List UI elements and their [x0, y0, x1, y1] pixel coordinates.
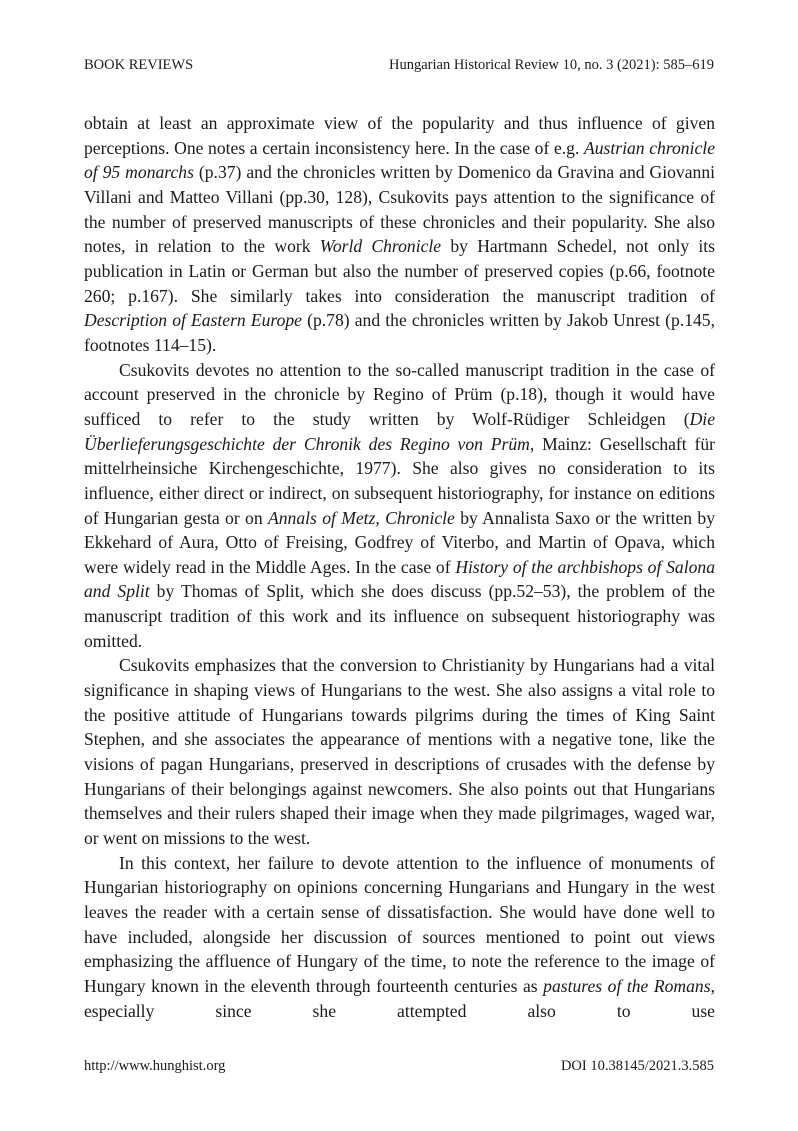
text-run: by Hartmann Schedel, not only its publication in Latin or German but also the number of preserved copies (p.66, footnote 260; p.167). She similarly takes into consideration the manuscript tradition of — [84, 236, 716, 306]
section-label: BOOK REVIEWS — [84, 57, 194, 73]
text-run: by Annalista Saxo or the written by Ekkehard of Aura, Otto of Freising, Godfrey of Viterbo, and Martin of Opava, which were widely read in the Middle Ages. In the case of — [84, 507, 715, 577]
text-run: obtain at least an approximate view of the popularity and thus influence of given perceptions. One notes a certain inconsistency here. In the case of e.g. — [84, 113, 715, 158]
doi-label: DOI 10.38145/2021.3.585 — [560, 1058, 714, 1074]
paragraph — [84, 358, 715, 654]
italic-title: Annals of Metz, Chronicle — [267, 507, 455, 528]
paragraph — [84, 851, 715, 1024]
italic-title: World Chronicle — [319, 236, 442, 257]
text-run: , Mainz: Gesellschaft für mittelrheinsiche Kirchengeschichte, 1977). She also gives no consideration to its influence, either direct or indirect, on subsequent historiography, for instance on editions of Hungarian gesta or on — [84, 433, 715, 528]
italic-title: Die Überlieferungsgeschichte der Chronik des Regino von Prüm — [84, 408, 715, 454]
italic-title: Description of Eastern Europe — [84, 310, 302, 331]
text-run: (p.78) and the chronicles written by Jakob Unrest (p.145, footnotes 114–15). — [84, 310, 716, 355]
italic-title: pastures of the Romans — [543, 975, 711, 996]
paragraph — [84, 111, 715, 358]
italic-title: History of the archbishops of Salona and Split — [84, 556, 715, 602]
text-run: (p.37) and the chronicles written by Domenico da Gravina and Giovanni Villani and Matteo Villani (pp.30, 128), Csukovits pays attention to the significance of the number of preserved manuscripts of these chronicles and their popularity. She also notes, in relation to the work — [84, 162, 715, 257]
text-run: Csukovits devotes no attention to the so-called manuscript tradition in the case of account preserved in the chronicle by Regino of Prüm (p.18), though it would have sufficed to refer to the study written by Wolf-Rüdiger Schleidgen ( — [84, 359, 715, 429]
journal-url: http://www.hunghist.org — [84, 1058, 226, 1074]
review-body — [84, 111, 715, 1023]
text-run: , especially since she attempted also to use — [84, 975, 715, 1021]
text-run: In this context, her failure to devote attention to the influence of monuments of Hungarian historiography on opinions concerning Hungarians and Hungary in the west leaves the reader with a certain sense of dissatisfaction. She would have done well to have included, alongside her discussion of sources mentioned to point out views emphasizing the affluence of Hungary of the time, to note the reference to the image of Hungary known in the eleventh through fourteenth centuries as — [84, 852, 715, 996]
italic-title: Austrian chronicle of 95 monarchs — [84, 137, 715, 183]
text-run: by Thomas of Split, which she does discuss (pp.52–53), the problem of the manuscript tradition of this work and its influence on subsequent historiography was omitted. — [84, 581, 715, 651]
running-header — [84, 57, 714, 77]
journal-citation: Hungarian Historical Review 10, no. 3 (2021): 585–619 — [389, 57, 714, 73]
text-run: Csukovits emphasizes that the conversion to Christianity by Hungarians had a vital significance in shaping views of Hungarians to the west. She also assigns a vital role to the positive attitude of Hungarians towards pilgrims during the times of King Saint Stephen, and she associates the appearance of mentions with a negative tone, like the visions of pagan Hungarians, preserved in descriptions of crusades with the defense by Hungarians of their belongings against newcomers. She also points out that Hungarians themselves and their rulers shaped their image when they made pilgrimages, waged war, or went on missions to the west. — [84, 655, 715, 849]
running-footer — [84, 1058, 714, 1078]
paragraph — [84, 653, 715, 850]
